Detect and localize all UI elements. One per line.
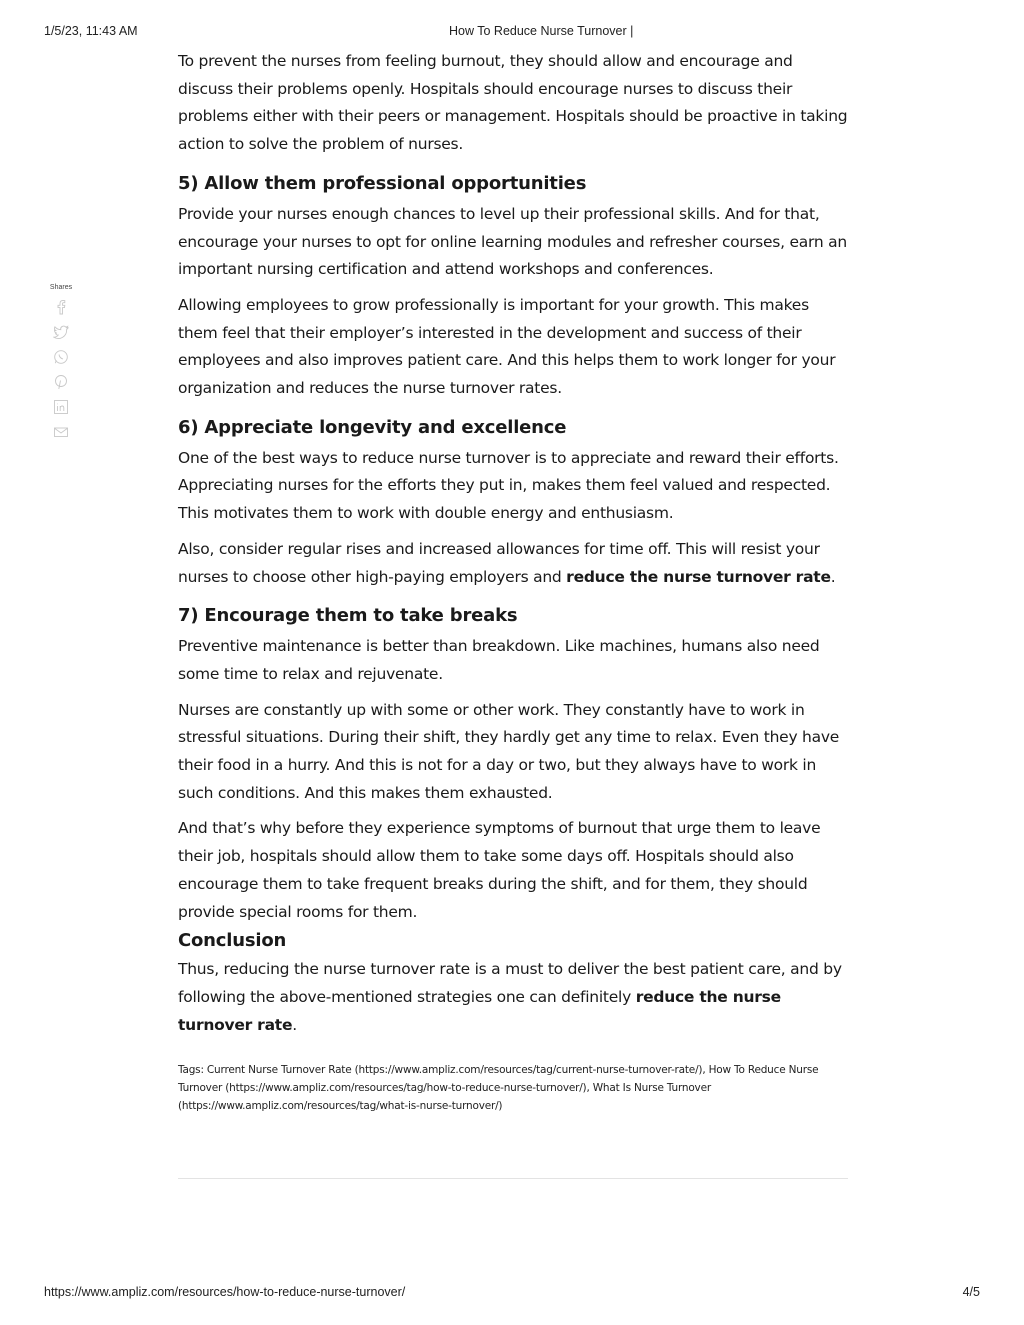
conclusion-heading: Conclusion xyxy=(178,930,287,952)
conclusion-bold-phrase: reduce the nurse turnover rate xyxy=(178,987,781,1034)
section-6-period: . xyxy=(830,567,836,586)
conclusion-period: . xyxy=(292,1015,297,1034)
facebook-icon[interactable] xyxy=(53,299,69,315)
section-7-paragraph-3: And that’s why before they experience symptoms of burnout that urge them to leave their job, hospitals should allow them to take some days off. Hospitals should also encourage them to take frequent breaks during the shift, and for them, they should provide special rooms for them. xyxy=(178,819,821,921)
tag-link-how-to-reduce-nurse-turnover[interactable]: How To Reduce Nurse Turnover (https://www.ampliz.com/resources/tag/how-to-reduce-nurse-turnover/) xyxy=(178,1064,819,1095)
section-6-bold-phrase: reduce the nurse turnover rate xyxy=(566,567,831,586)
article-body xyxy=(178,48,850,1115)
tags-prefix: Tags: xyxy=(178,1064,207,1077)
section-6-heading: 6) Appreciate longevity and excellence xyxy=(178,416,567,438)
section-5-paragraph-1: Provide your nurses enough chances to level up their professional skills. And for that, encourage your nurses to opt for online learning modules and refresher courses, earn an important nursing certification and attend workshops and conferences. xyxy=(178,204,847,279)
tag-link-current-nurse-turnover-rate[interactable]: Current Nurse Turnover Rate (https://www.ampliz.com/resources/tag/current-nurse-turnover-rate/) xyxy=(206,1064,703,1077)
print-header xyxy=(44,24,980,42)
section-6-paragraph-2-text: Also, consider regular rises and increased allowances for time off. This will resist your nurses to choose other high-paying employers and xyxy=(178,539,820,586)
section-7-paragraph-2: Nurses are constantly up with some or other work. They constantly have to work in stressful situations. During their shift, they hardly get any time to relax. Even they have their food in a hurry. And this is not for a day or two, but they always have to work in such conditions. And this makes them exhausted. xyxy=(178,700,840,802)
share-count-label: Shares xyxy=(49,284,73,291)
section-5-paragraph-2: Allowing employees to grow professionally is important for your growth. This makes them feel that their employer’s interested in the development and success of their employees and also improves patient care. And this helps them to work longer for your organization and reduces the nurse turnover rates. xyxy=(178,295,836,398)
section-6-paragraph-2 xyxy=(178,536,850,591)
conclusion-text: Thus, reducing the nurse turnover rate is a must to deliver the best patient care, and by following the above-mentioned strategies one can definitely xyxy=(178,960,842,1006)
tag-separator: , xyxy=(586,1082,593,1095)
share-sidebar xyxy=(46,284,76,449)
section-6-paragraph-1: One of the best ways to reduce nurse turnover is to appreciate and reward their efforts. Appreciating nurses for the efforts they put in, makes them feel valued and respected. This motivates them to work with double energy and enthusiasm. xyxy=(178,448,839,523)
tags-list xyxy=(178,1061,850,1115)
print-datetime: 1/5/23, 11:43 AM xyxy=(44,24,138,38)
email-icon[interactable] xyxy=(53,424,69,440)
section-7-heading: 7) Encourage them to take breaks xyxy=(178,605,518,627)
content-divider xyxy=(178,1178,848,1179)
print-url: https://www.ampliz.com/resources/how-to-reduce-nurse-turnover/ xyxy=(44,1285,406,1299)
intro-paragraph: To prevent the nurses from feeling burnout, they should allow and encourage and discuss their problems openly. Hospitals should encourage nurses to discuss their problems either with their peers or management. Hospitals should be proactive in taking action to solve the problem of nurses. xyxy=(178,52,848,154)
conclusion-paragraph xyxy=(178,956,850,1039)
print-page-number: 4/5 xyxy=(962,1285,980,1299)
tag-link-what-is-nurse-turnover[interactable]: What Is Nurse Turnover (https://www.ampliz.com/resources/tag/what-is-nurse-turnover/) xyxy=(178,1082,711,1113)
section-5-heading: 5) Allow them professional opportunities xyxy=(178,172,587,194)
print-page-title: How To Reduce Nurse Turnover | xyxy=(449,24,634,38)
whatsapp-icon[interactable] xyxy=(53,349,69,365)
tag-separator: , xyxy=(702,1064,709,1077)
twitter-icon[interactable] xyxy=(53,324,69,340)
linkedin-icon[interactable] xyxy=(53,399,69,415)
section-7-paragraph-1: Preventive maintenance is better than breakdown. Like machines, humans also need some time to relax and rejuvenate. xyxy=(178,637,820,683)
print-footer xyxy=(44,1285,980,1303)
pinterest-icon[interactable] xyxy=(53,374,69,390)
